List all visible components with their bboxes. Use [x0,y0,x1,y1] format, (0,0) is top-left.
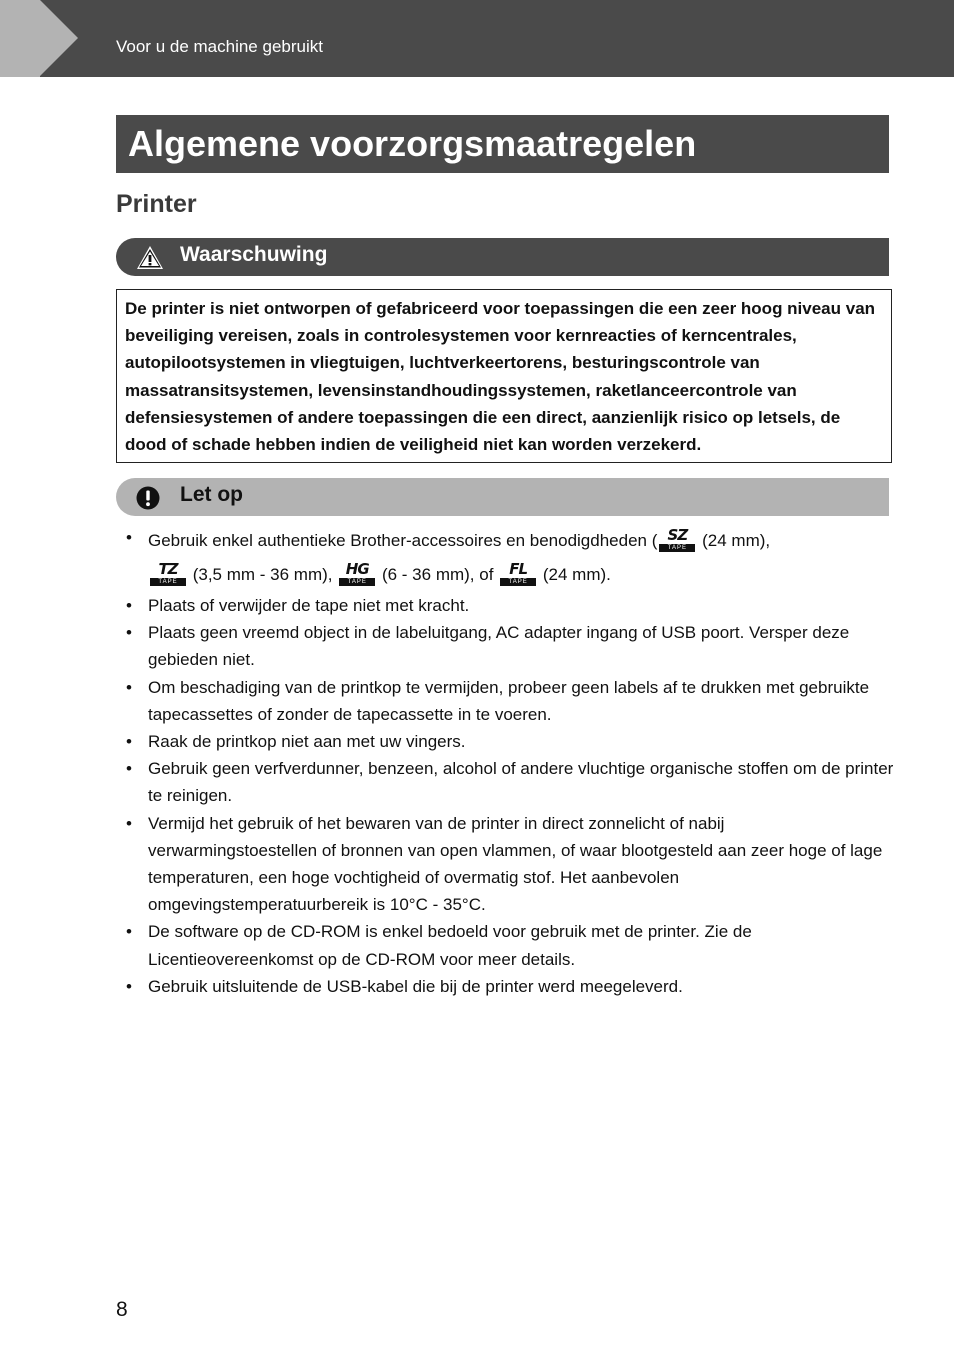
list-item-text: Om beschadiging van de printkop te vermijden, probeer geen labels af te drukken met gebruikte tapecassettes of zonder de tapecassette in te voeren. [148,677,870,724]
caution-band [116,478,889,516]
bullet: • [126,759,132,779]
list-item-text: De software op de CD-ROM is enkel bedoeld voor gebruik met de printer. Zie de Licentieovereenkomst op de CD-ROM voor meer details. [148,922,752,969]
list-item [126,973,896,1000]
header-tab-arrow [40,0,78,76]
bullet: • [126,813,132,833]
header-bar [0,0,954,77]
warning-label: Waarschuwing [180,243,328,266]
fl-tape-size: (24 mm). [538,565,611,584]
bullet: • [126,976,132,996]
warning-text: De printer is niet ontworpen of gefabriceerd voor toepassingen die een zeer hoog niveau van beveiliging vereisen, zoals in controlesystemen voor kernreacties of kerncentrales, autopilootsystemen in vliegtuigen, luchtverkeertorens, besturingscontrole van massatransitsystemen, levensinstandhoudingssystemen, raketlanceercontrole van defensiesystemen of andere toepassingen die een direct, aanzienlijk risico op letsels, de dood of schade hebben indien de veiligheid niet kan worden verzekerd. [116,289,892,463]
list-item [126,755,896,809]
list-item-text: Raak de printkop niet aan met uw vingers. [148,732,466,752]
list-item [126,810,896,919]
caution-list [126,524,896,1000]
list-item [126,524,896,592]
bullet: • [126,732,132,752]
subheading: Printer [116,190,197,218]
tape-intro-text: Gebruik enkel authentieke Brother-accessoires en benodigdheden ( [148,531,658,550]
fl-tape-logo: FL TAPE [500,562,536,586]
bullet: • [126,596,132,615]
bullet: • [126,623,132,643]
caution-label: Let op [180,483,243,506]
bullet: • [126,528,132,547]
bullet: • [126,922,132,942]
page-number: 8 [116,1298,128,1321]
sz-tape-logo: SZ TAPE [659,528,695,552]
list-item [126,619,896,673]
list-item [126,592,896,619]
tz-tape-logo: TZ TAPE [150,562,186,586]
list-item-text: Plaats of verwijder de tape niet met kracht. [148,596,470,615]
list-item [126,674,896,728]
warning-band [116,238,889,276]
bullet: • [126,677,132,697]
tz-tape-size: (3,5 mm - 36 mm), [188,565,338,584]
list-item-text: Plaats geen vreemd object in de labeluitgang, AC adapter ingang of USB poort. Versper deze gebieden niet. [148,623,850,670]
section-label: Voor u de machine gebruikt [116,37,323,56]
hg-tape-logo: HG TAPE [339,562,375,586]
list-item-text: Gebruik uitsluitende de USB-kabel die bij de printer werd meegeleverd. [148,976,683,996]
sz-tape-size: (24 mm), [697,531,771,550]
header-tab [0,0,40,77]
list-item-text: Vermijd het gebruik of het bewaren van de printer in direct zonnelicht of nabij verwarmingstoestellen of bronnen van open vlammen, of waar blootgesteld aan zeer hoge of lage temperaturen, een hoge vochtigheid of overmatig stof. Het aanbevolen omgevingstemperatuurbereik is 10°C - 35°C. [148,813,883,915]
caution-exclamation-icon [136,486,160,510]
hg-tape-size: (6 - 36 mm), of [377,565,499,584]
list-item [126,918,896,972]
list-item-text: Gebruik geen verfverdunner, benzeen, alcohol of andere vluchtige organische stoffen om de printer te reinigen. [148,759,894,806]
list-item [126,728,896,755]
page-title: Algemene voorzorgsmaatregelen [116,115,889,173]
warning-triangle-icon [136,245,164,270]
